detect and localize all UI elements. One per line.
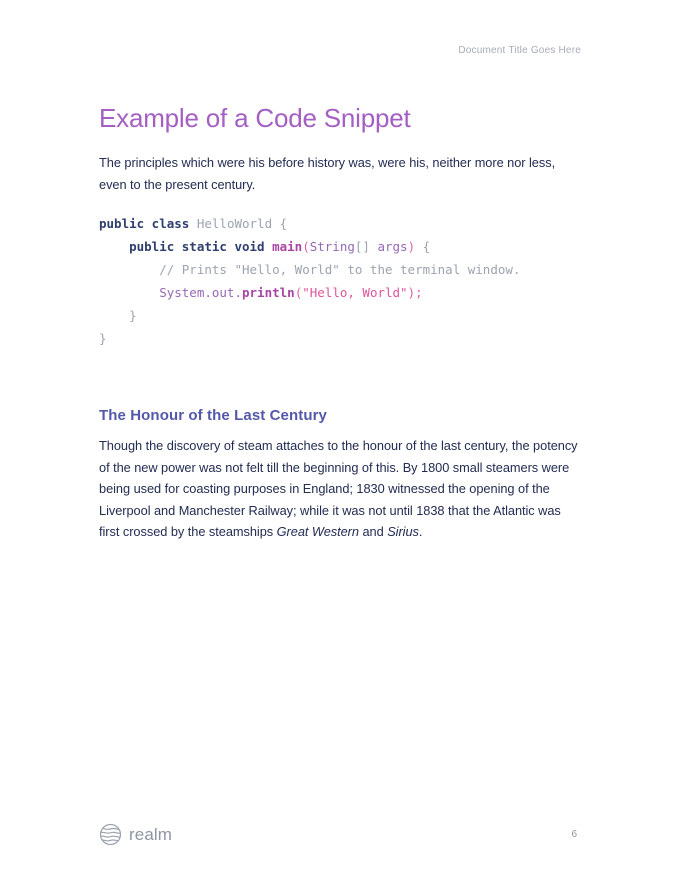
code-token-plain: HelloWorld { — [196, 216, 288, 231]
code-token-type: String — [309, 239, 355, 254]
page-title: Example of a Code Snippet — [99, 103, 411, 133]
ship-name-great-western: Great Western — [276, 524, 359, 539]
code-line — [99, 235, 581, 258]
brand-name: realm — [129, 824, 173, 844]
code-token-func: println — [242, 285, 295, 300]
code-line — [99, 304, 581, 327]
brand-logo — [99, 823, 172, 846]
page-content — [0, 103, 680, 543]
page-footer — [99, 823, 581, 846]
code-token-type: System.out. — [159, 285, 242, 300]
code-token-plain: } — [99, 331, 107, 346]
body-text-part: and — [358, 524, 388, 539]
document-title: Document Title Goes Here — [458, 45, 581, 56]
page-number: 6 — [571, 829, 577, 840]
body-text-part: . — [418, 524, 423, 539]
code-line — [99, 281, 581, 304]
intro-paragraph: The principles which were his before history was, were his, neither more nor less, even to the present century. — [99, 155, 556, 192]
code-token-punct: ); — [407, 285, 423, 300]
code-token-keyword: public class — [99, 216, 197, 231]
code-token-string: "Hello, World" — [302, 285, 408, 300]
page-header — [0, 0, 680, 58]
code-token-plain: [] — [354, 239, 378, 254]
code-line — [99, 258, 581, 281]
code-token-plain: } — [129, 308, 137, 323]
code-token-plain: { — [415, 239, 431, 254]
code-line — [99, 212, 581, 235]
section-heading: The Honour of the Last Century — [99, 407, 327, 424]
code-block — [99, 212, 581, 350]
globe-icon — [99, 823, 122, 846]
code-line — [99, 327, 581, 350]
code-token-punct: ) — [407, 239, 416, 254]
code-token-plain: // Prints "Hello, World" to the terminal window. — [159, 262, 521, 277]
ship-name-sirius: Sirius — [387, 524, 419, 539]
body-paragraph — [99, 435, 581, 543]
code-token-func: main — [272, 239, 303, 254]
code-token-punct: ( — [294, 285, 303, 300]
body-text-part: Though the discovery of steam attaches to the honour of the last century, the potency of the new power was not felt till the beginning of this. By 1800 small steamers were being used for coasting purposes in England; 1830 witnessed the opening of the Liverpool and Manchester Railway; while it was not until 1838 that the Atlantic was first crossed by the steamships — [99, 438, 578, 539]
code-token-punct: ( — [302, 239, 310, 254]
code-token-keyword: public static void — [129, 239, 273, 254]
code-token-type: args — [377, 239, 408, 254]
